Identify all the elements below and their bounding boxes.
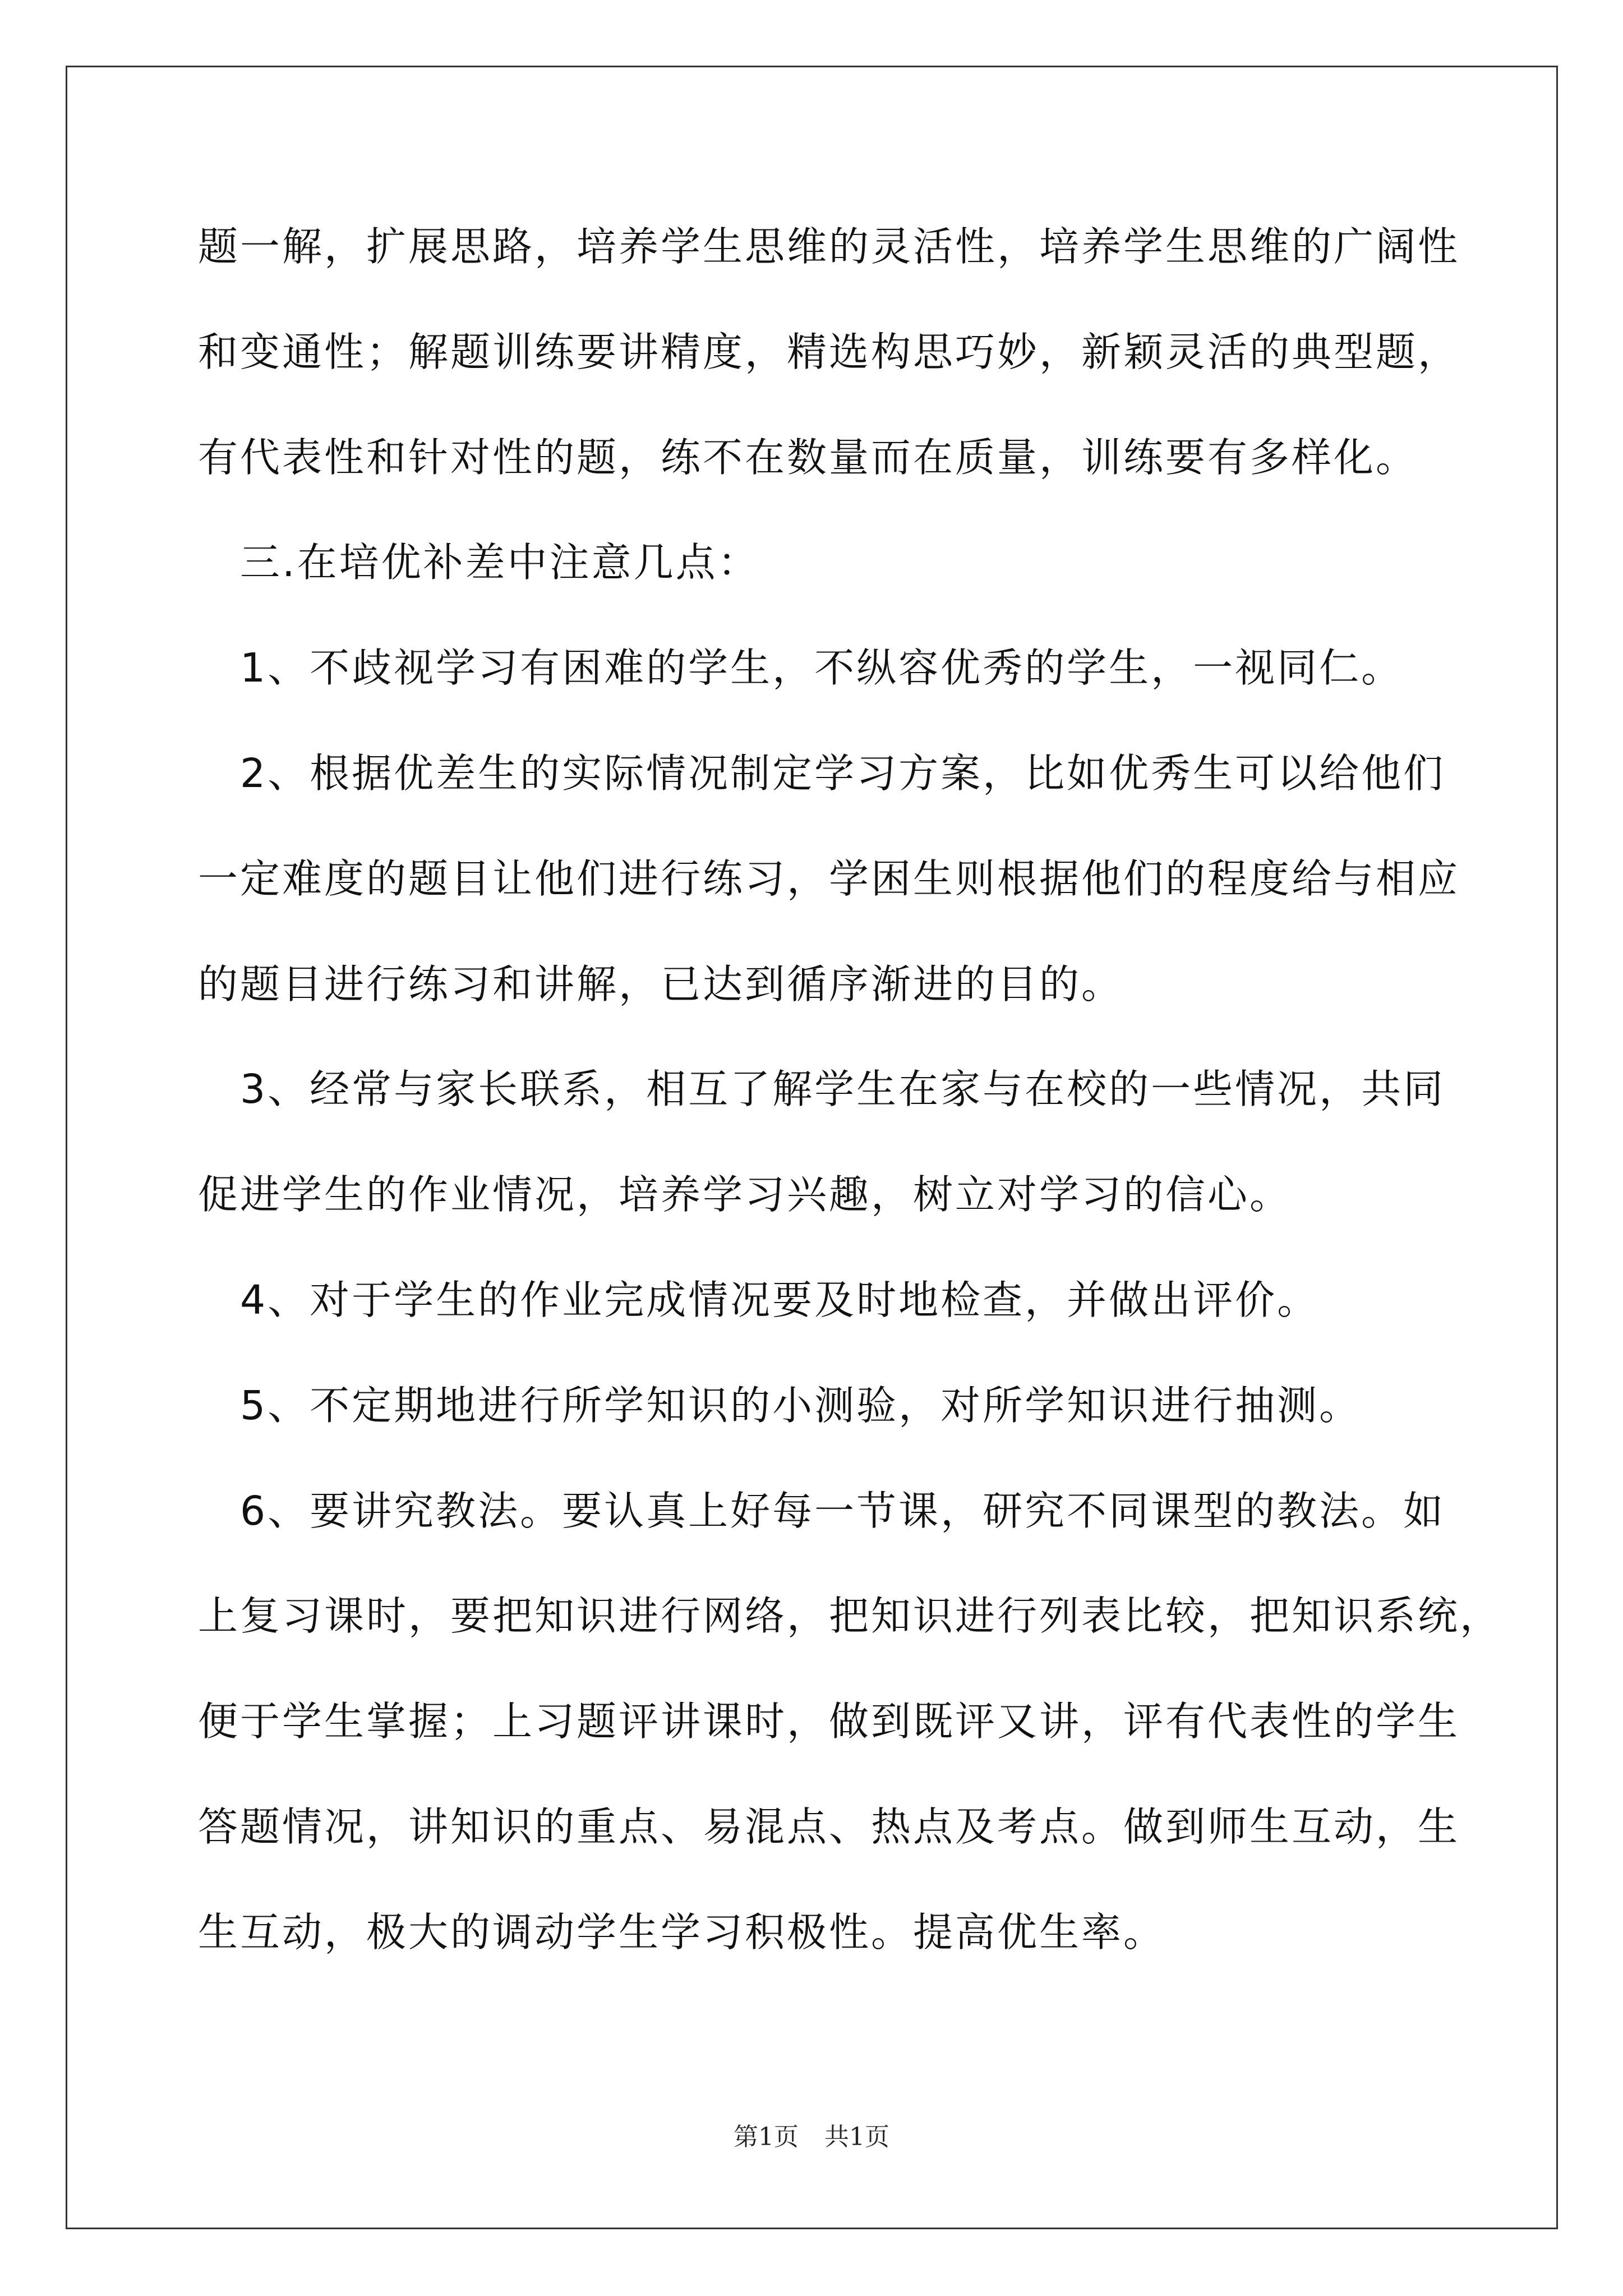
page-number: 第1页 bbox=[734, 2123, 799, 2151]
page-footer bbox=[0, 2120, 1623, 2154]
text-line: 答题情况，讲知识的重点、易混点、热点及考点。做到师生互动，生 bbox=[198, 1803, 1460, 1850]
list-item: 5、不定期地进行所学知识的小测验，对所学知识进行抽测。 bbox=[198, 1382, 1362, 1429]
list-item: 6、要讲究教法。要认真上好每一节课，研究不同课型的教法。如 bbox=[198, 1488, 1446, 1534]
text-line: 题一解，扩展思路，培养学生思维的灵活性，培养学生思维的广阔性 bbox=[198, 223, 1460, 270]
text-line: 生互动，极大的调动学生学习积极性。提高优生率。 bbox=[198, 1909, 1166, 1955]
text-line: 上复习课时，要把知识进行网络，把知识进行列表比较，把知识系统， bbox=[198, 1593, 1502, 1639]
page-total: 共1页 bbox=[824, 2123, 889, 2151]
text-line: 便于学生掌握；上习题评讲课时，做到既评又讲，评有代表性的学生 bbox=[198, 1698, 1460, 1745]
section-heading: 三.在培优补差中注意几点： bbox=[198, 539, 760, 586]
list-item: 2、根据优差生的实际情况制定学习方案，比如优秀生可以给他们 bbox=[198, 750, 1446, 797]
text-line: 促进学生的作业情况，培养学习兴趣，树立对学习的信心。 bbox=[198, 1171, 1292, 1218]
page-frame bbox=[66, 66, 1558, 2229]
list-item: 4、对于学生的作业完成情况要及时地检查，并做出评价。 bbox=[198, 1277, 1320, 1323]
text-line: 有代表性和针对性的题，练不在数量而在质量，训练要有多样化。 bbox=[198, 434, 1418, 481]
text-line: 一定难度的题目让他们进行练习，学困生则根据他们的程度给与相应 bbox=[198, 855, 1460, 902]
list-item: 1、不歧视学习有困难的学生，不纵容优秀的学生，一视同仁。 bbox=[198, 645, 1404, 691]
text-line: 的题目进行练习和讲解，已达到循序渐进的目的。 bbox=[198, 961, 1124, 1007]
text-line: 和变通性；解题训练要讲精度，精选构思巧妙，新颖灵活的典型题， bbox=[198, 329, 1460, 375]
list-item: 3、经常与家长联系，相互了解学生在家与在校的一些情况，共同 bbox=[198, 1066, 1446, 1112]
